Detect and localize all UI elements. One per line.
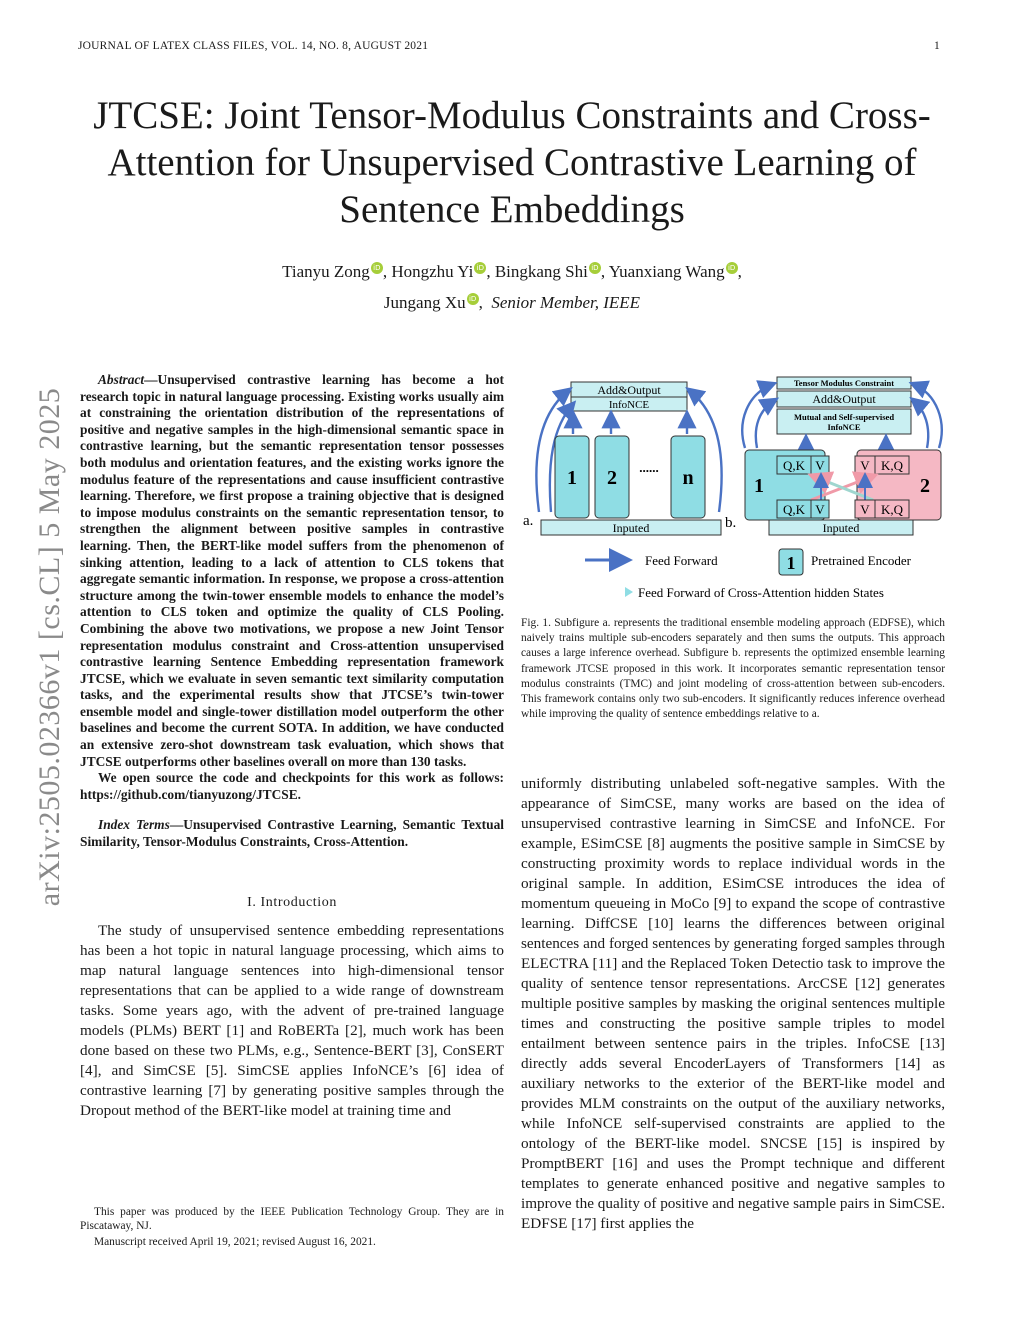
author-name: Hongzhu Yi — [391, 262, 474, 281]
b-encoder-1-label: 1 — [754, 475, 764, 497]
author-name: Yuanxiang Wang — [608, 262, 725, 281]
legend-cross-attention-label: Feed Forward of Cross-Attention hidden States — [638, 585, 884, 600]
author-name: Jungang Xu — [383, 293, 466, 312]
author-affiliation-note: Senior Member, IEEE — [491, 293, 641, 312]
b-arrow-right-inner — [913, 400, 928, 448]
b-arrow-left-inner — [756, 400, 775, 448]
b-kq-bottom-label: K,Q — [880, 502, 904, 517]
footnotes — [80, 1206, 504, 1251]
abstract-open-source: We open source the code and checkpoints for this work as follows: https://github.com/tianyuzong/JTCSE. — [80, 770, 504, 802]
legend-encoder-number: 1 — [786, 553, 796, 573]
figure-legend — [585, 549, 912, 600]
footnote-2: Manuscript received April 19, 2021; revised August 16, 2021. — [94, 1235, 376, 1248]
subfigure-b-label: b. — [725, 515, 737, 531]
author-name: Tianyu Zong — [282, 262, 370, 281]
a-encoder-n-label: n — [682, 467, 694, 489]
orcid-icon[interactable]: iD — [726, 262, 738, 274]
intro-paragraph-left: The study of unsupervised sentence embedding representations has been a hot topic in natural language processing, which aims to map natural language sentences into high-dimensional tensor representations that can be applied to a wide range of downstream tasks. Some years ago, with the advent of pre-trained language models (PLMs) BERT [1] and RoBERTa [2], much work has been done based on these two PLMs, e.g., Sentence-BERT [3], ConSERT [4], and SimCSE [5]. SimCSE applies InfoNCE’s [6] idea of contrastive learning [7] by generating positive samples through the Dropout method of the BERT-like model at training time and — [80, 921, 504, 1119]
b-add-output-label: Add&Output — [812, 392, 876, 406]
index-terms-lead: Index Terms — [98, 817, 170, 833]
b-mutual-label-2: InfoNCE — [827, 422, 861, 432]
index-terms-text: —Unsupervised Contrastive Learning, Semantic Textual Similarity, Tensor-Modulus Constraints, Cross-Attention. — [80, 817, 504, 850]
b-v-top-label: V — [815, 458, 825, 473]
b-qk-bottom-label: Q,K — [782, 502, 806, 517]
b-mutual-label-1: Mutual and Self-supervised — [793, 412, 895, 422]
orcid-icon[interactable]: iD — [474, 262, 486, 274]
b-v-top-right-label: V — [860, 458, 870, 473]
a-encoder-dots: ...... — [639, 460, 659, 475]
caption-text: Subfigure a. represents the traditional ensemble modeling approach (EDFSE), which naively trains multiple sub-encoders separately and then sums the outputs. This approach causes a large inference overhead. Subfigure b. represents the optimized ensemble learning framework JTCSE proposed in this work. It incorporates semantic representation tensor modulus constraints (TMC) and joint modeling of cross-attention between sub-encoders. This framework contains only two sub-encoders. It significantly reduces inference overhead while improving the quality of sentence embeddings relative to a. — [521, 617, 945, 721]
running-head: JOURNAL OF LATEX CLASS FILES, VOL. 14, NO. 8, AUGUST 2021 — [78, 40, 429, 52]
subfigure-a — [523, 382, 722, 535]
figure-1-caption — [521, 616, 945, 722]
footnote-1: This paper was produced by the IEEE Publication Technology Group. They are in Piscataway, NJ. — [80, 1206, 504, 1232]
orcid-icon[interactable]: iD — [371, 262, 383, 274]
subfigure-b — [725, 377, 942, 535]
b-qk-top-label: Q,K — [782, 458, 806, 473]
legend-cross-attention-arrowhead — [625, 587, 633, 597]
orcid-icon[interactable]: iD — [467, 293, 479, 305]
page-number: 1 — [934, 40, 940, 52]
abstract-lead: Abstract — [98, 372, 145, 387]
a-encoder-1-label: 1 — [567, 467, 577, 489]
b-kq-top-label: K,Q — [880, 458, 904, 473]
paper-title: JTCSE: Joint Tensor-Modulus Constraints and Cross-Attention for Unsupervised Contrastive Learning of Sentence Embeddings — [93, 94, 931, 231]
b-tmc-label: Tensor Modulus Constraint — [793, 378, 895, 388]
b-encoder-2-label: 2 — [920, 475, 930, 497]
author-name: Bingkang Shi — [494, 262, 588, 281]
section-heading-introduction: I. Introduction — [247, 894, 337, 910]
legend-encoder-label: Pretrained Encoder — [811, 553, 911, 568]
b-v-bottom-right-label: V — [860, 502, 870, 517]
a-infonce-label: InfoNCE — [608, 399, 650, 411]
caption-label: Fig. 1. — [521, 617, 551, 629]
a-add-output-label: Add&Output — [597, 383, 661, 397]
intro-paragraph-right: uniformly distributing unlabeled soft-negative samples. With the appearance of SimCSE, many works are based on the idea of unsupervised contrastive learning in SimCSE and InfoNCE. For example, ESimCSE [8] augments the positive sample in SimCSE by constructing proximity words to replace individual words in the original sample. In addition, ESimCSE introduces the idea of momentum queueing in MoCo [9] to expand the scope of contrastive learning. DiffCSE [10] learns the differences between original sentences and forged sentences by generating forged samples through ELECTRA [11] and the Replaced Token Detectio task to improve the quality of sentence tensor representations. ArcCSE [12] generates multiple positive samples by masking the original sentences multiple times and constructing the positive sample triples to model entailment between sentence pairs in the triples. InfoCSE [13] directly adds several EncoderLayers of Transformers [14] as auxiliary networks to the exterior of the BERT-like model and provides MLM constraints on the output of the auxiliary networks, while InfoNCE self-supervised constraints are applied to the ontology of the BERT-like model. SNCSE [15] is inspired by PromptBERT [16] and uses the Prompt technique and different templates to generate enhanced positive and negative samples to improve the quality of positive and negative sample pairs in SimCSE. EDFSE [17] first applies the — [521, 775, 945, 1232]
index-terms — [80, 817, 504, 850]
legend-feed-forward-label: Feed Forward — [645, 553, 718, 568]
b-inputed-label: Inputed — [822, 521, 860, 535]
a-inputed-label: Inputed — [612, 521, 650, 535]
orcid-icon[interactable]: iD — [589, 262, 601, 274]
b-arrow-left-outer — [742, 384, 773, 448]
author-list: Tianyu Zong iD , Hongzhu Yi iD , Bingkang Shi iD , Yuanxiang Wang iD , Jungang Xu iD , Senior Member, IEEE — [282, 262, 742, 312]
abstract-text: —Unsupervised contrastive learning has become a hot research topic in natural language processing. Existing works usually aim at constraining the orientation distribution of the representations of positive and negative samples in the high-dimensional semantic space in contrastive learning, but the semantic representation tensor possesses both modulus and orientation features, and the existing works ignore the modulus feature of the representations and cause insufficient contrastive learning. Therefore, we first propose a training objective that is designed to impose modulus constraints on the semantic representation tensor, to strengthen the alignment between positive samples in contrastive learning. Then, the BERT-like model suffers from the phenomenon of sinking attention, leading to a lack of attention to CLS tokens that aggregate semantic information. In response, we propose a cross-attention structure among the twin-tower ensemble models to enhance the model’s attention to CLS token and optimize the quality of CLS Pooling. Combining the above two motivations, we propose a new Joint Tensor representation modulus constraint and Cross-attention unsupervised contrastive learning Sentence Embedding representation framework JTCSE, which we evaluate in seven semantic text similarity computation tasks, and the experimental results show that JTCSE’s twin-tower ensemble model and single-tower distillation model outperform the other baselines and become the current SOTA. In addition, we have conducted an extensive zero-shot downstream task evaluation, which shows that JTCSE outperforms other baselines overall on more than 130 tasks. — [80, 372, 504, 769]
right-column-body — [521, 774, 945, 1234]
figure-1-diagram — [521, 372, 945, 608]
left-column — [80, 372, 504, 1121]
arxiv-stamp: arXiv:2505.02366v1 [cs.CL] 5 May 2025 — [33, 387, 66, 907]
subfigure-a-label: a. — [523, 513, 534, 529]
abstract — [80, 372, 504, 803]
b-v-bottom-label: V — [815, 502, 825, 517]
a-encoder-2-label: 2 — [607, 467, 617, 489]
